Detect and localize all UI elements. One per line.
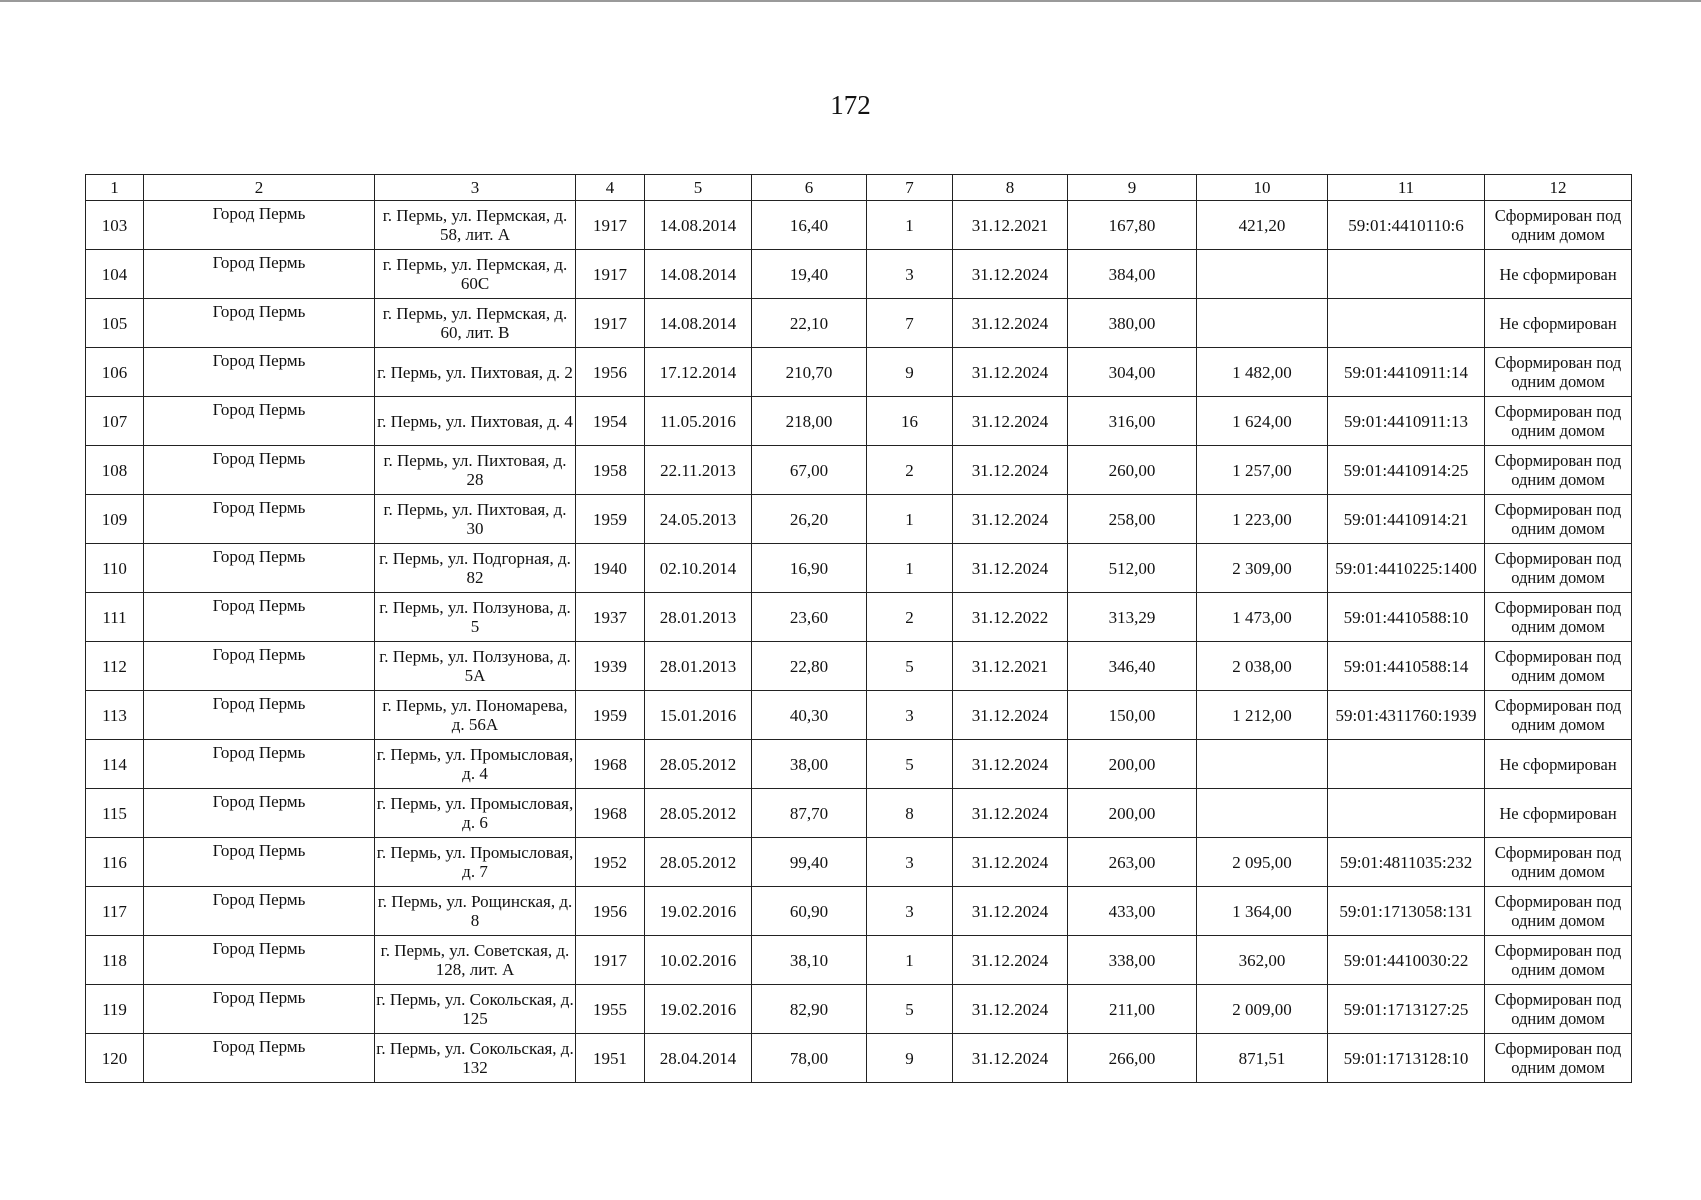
area-cell: 99,40 xyxy=(752,838,867,887)
deadline-cell: 31.12.2024 xyxy=(953,348,1068,397)
deadline-cell: 31.12.2024 xyxy=(953,1034,1068,1083)
deadline-cell: 31.12.2021 xyxy=(953,642,1068,691)
municipality-cell: Город Пермь xyxy=(144,250,375,299)
value-cell: 150,00 xyxy=(1068,691,1197,740)
count-cell: 1 xyxy=(867,936,953,985)
area-cell: 82,90 xyxy=(752,985,867,1034)
municipality-cell: Город Пермь xyxy=(144,985,375,1034)
area-cell: 16,40 xyxy=(752,201,867,250)
date-cell: 14.08.2014 xyxy=(645,299,752,348)
column-header: 6 xyxy=(752,175,867,201)
top-border-line xyxy=(0,0,1701,2)
area-cell: 40,30 xyxy=(752,691,867,740)
table-row xyxy=(86,887,1632,936)
count-cell: 2 xyxy=(867,446,953,495)
cadastral-number-cell: 59:01:4811035:232 xyxy=(1328,838,1485,887)
value-cell: 200,00 xyxy=(1068,740,1197,789)
deadline-cell: 31.12.2022 xyxy=(953,593,1068,642)
table-row xyxy=(86,985,1632,1034)
status-cell: Сформирован под одним домом xyxy=(1485,593,1632,642)
land-area-cell: 1 212,00 xyxy=(1197,691,1328,740)
row-number-cell: 106 xyxy=(86,348,144,397)
municipality-cell: Город Пермь xyxy=(144,397,375,446)
cadastral-number-cell: 59:01:1713127:25 xyxy=(1328,985,1485,1034)
land-area-cell: 2 038,00 xyxy=(1197,642,1328,691)
status-cell: Сформирован под одним домом xyxy=(1485,936,1632,985)
land-area-cell: 421,20 xyxy=(1197,201,1328,250)
cadastral-number-cell: 59:01:1713128:10 xyxy=(1328,1034,1485,1083)
value-cell: 211,00 xyxy=(1068,985,1197,1034)
table-row xyxy=(86,789,1632,838)
address-cell: г. Пермь, ул. Пихтовая, д. 4 xyxy=(375,397,576,446)
count-cell: 1 xyxy=(867,544,953,593)
value-cell: 433,00 xyxy=(1068,887,1197,936)
count-cell: 1 xyxy=(867,201,953,250)
year-cell: 1968 xyxy=(576,789,645,838)
value-cell: 512,00 xyxy=(1068,544,1197,593)
year-cell: 1954 xyxy=(576,397,645,446)
table-row xyxy=(86,348,1632,397)
land-area-cell: 1 257,00 xyxy=(1197,446,1328,495)
deadline-cell: 31.12.2024 xyxy=(953,691,1068,740)
year-cell: 1958 xyxy=(576,446,645,495)
row-number-cell: 114 xyxy=(86,740,144,789)
status-cell: Сформирован под одним домом xyxy=(1485,1034,1632,1083)
status-cell: Сформирован под одним домом xyxy=(1485,838,1632,887)
cadastral-number-cell: 59:01:4410588:10 xyxy=(1328,593,1485,642)
row-number-cell: 115 xyxy=(86,789,144,838)
column-header: 11 xyxy=(1328,175,1485,201)
land-area-cell xyxy=(1197,250,1328,299)
count-cell: 5 xyxy=(867,985,953,1034)
land-area-cell xyxy=(1197,789,1328,838)
date-cell: 24.05.2013 xyxy=(645,495,752,544)
municipality-cell: Город Пермь xyxy=(144,544,375,593)
municipality-cell: Город Пермь xyxy=(144,495,375,544)
year-cell: 1917 xyxy=(576,299,645,348)
area-cell: 78,00 xyxy=(752,1034,867,1083)
value-cell: 167,80 xyxy=(1068,201,1197,250)
address-cell: г. Пермь, ул. Рощинская, д. 8 xyxy=(375,887,576,936)
column-header: 12 xyxy=(1485,175,1632,201)
count-cell: 3 xyxy=(867,838,953,887)
count-cell: 5 xyxy=(867,642,953,691)
address-cell: г. Пермь, ул. Пихтовая, д. 2 xyxy=(375,348,576,397)
status-cell: Сформирован под одним домом xyxy=(1485,887,1632,936)
area-cell: 218,00 xyxy=(752,397,867,446)
count-cell: 8 xyxy=(867,789,953,838)
area-cell: 16,90 xyxy=(752,544,867,593)
status-cell: Не сформирован xyxy=(1485,740,1632,789)
year-cell: 1917 xyxy=(576,936,645,985)
date-cell: 14.08.2014 xyxy=(645,201,752,250)
row-number-cell: 118 xyxy=(86,936,144,985)
value-cell: 338,00 xyxy=(1068,936,1197,985)
count-cell: 9 xyxy=(867,1034,953,1083)
address-cell: г. Пермь, ул. Сокольская, д. 132 xyxy=(375,1034,576,1083)
cadastral-number-cell: 59:01:4410911:13 xyxy=(1328,397,1485,446)
row-number-cell: 119 xyxy=(86,985,144,1034)
status-cell: Сформирован под одним домом xyxy=(1485,397,1632,446)
cadastral-number-cell: 59:01:1713058:131 xyxy=(1328,887,1485,936)
date-cell: 02.10.2014 xyxy=(645,544,752,593)
land-area-cell: 1 473,00 xyxy=(1197,593,1328,642)
deadline-cell: 31.12.2024 xyxy=(953,838,1068,887)
row-number-cell: 116 xyxy=(86,838,144,887)
table-row xyxy=(86,740,1632,789)
land-area-cell: 2 095,00 xyxy=(1197,838,1328,887)
table-row xyxy=(86,299,1632,348)
address-cell: г. Пермь, ул. Сокольская, д. 125 xyxy=(375,985,576,1034)
address-cell: г. Пермь, ул. Ползунова, д. 5 xyxy=(375,593,576,642)
table-row xyxy=(86,544,1632,593)
deadline-cell: 31.12.2024 xyxy=(953,397,1068,446)
deadline-cell: 31.12.2024 xyxy=(953,887,1068,936)
table-row xyxy=(86,250,1632,299)
row-number-cell: 117 xyxy=(86,887,144,936)
area-cell: 26,20 xyxy=(752,495,867,544)
cadastral-number-cell: 59:01:4410914:21 xyxy=(1328,495,1485,544)
value-cell: 263,00 xyxy=(1068,838,1197,887)
row-number-cell: 104 xyxy=(86,250,144,299)
column-header: 5 xyxy=(645,175,752,201)
municipality-cell: Город Пермь xyxy=(144,348,375,397)
status-cell: Не сформирован xyxy=(1485,299,1632,348)
land-area-cell: 2 009,00 xyxy=(1197,985,1328,1034)
column-header: 8 xyxy=(953,175,1068,201)
cadastral-number-cell: 59:01:4410225:1400 xyxy=(1328,544,1485,593)
deadline-cell: 31.12.2024 xyxy=(953,544,1068,593)
date-cell: 15.01.2016 xyxy=(645,691,752,740)
date-cell: 28.05.2012 xyxy=(645,740,752,789)
municipality-cell: Город Пермь xyxy=(144,299,375,348)
housing-registry-table xyxy=(85,174,1632,1083)
address-cell: г. Пермь, ул. Ползунова, д. 5А xyxy=(375,642,576,691)
cadastral-number-cell: 59:01:4410030:22 xyxy=(1328,936,1485,985)
area-cell: 60,90 xyxy=(752,887,867,936)
table-body xyxy=(86,201,1632,1083)
deadline-cell: 31.12.2024 xyxy=(953,985,1068,1034)
year-cell: 1968 xyxy=(576,740,645,789)
column-header: 4 xyxy=(576,175,645,201)
count-cell: 7 xyxy=(867,299,953,348)
count-cell: 3 xyxy=(867,887,953,936)
date-cell: 10.02.2016 xyxy=(645,936,752,985)
status-cell: Не сформирован xyxy=(1485,250,1632,299)
date-cell: 28.04.2014 xyxy=(645,1034,752,1083)
address-cell: г. Пермь, ул. Пономарева, д. 56А xyxy=(375,691,576,740)
column-header: 1 xyxy=(86,175,144,201)
area-cell: 22,80 xyxy=(752,642,867,691)
date-cell: 17.12.2014 xyxy=(645,348,752,397)
land-area-cell xyxy=(1197,740,1328,789)
cadastral-number-cell: 59:01:4410110:6 xyxy=(1328,201,1485,250)
cadastral-number-cell xyxy=(1328,299,1485,348)
count-cell: 2 xyxy=(867,593,953,642)
land-area-cell: 1 223,00 xyxy=(1197,495,1328,544)
area-cell: 22,10 xyxy=(752,299,867,348)
value-cell: 380,00 xyxy=(1068,299,1197,348)
value-cell: 260,00 xyxy=(1068,446,1197,495)
row-number-cell: 107 xyxy=(86,397,144,446)
cadastral-number-cell xyxy=(1328,789,1485,838)
value-cell: 346,40 xyxy=(1068,642,1197,691)
year-cell: 1952 xyxy=(576,838,645,887)
value-cell: 313,29 xyxy=(1068,593,1197,642)
value-cell: 258,00 xyxy=(1068,495,1197,544)
value-cell: 266,00 xyxy=(1068,1034,1197,1083)
table-row xyxy=(86,691,1632,740)
land-area-cell: 1 482,00 xyxy=(1197,348,1328,397)
column-header: 3 xyxy=(375,175,576,201)
address-cell: г. Пермь, ул. Пермская, д. 60, лит. В xyxy=(375,299,576,348)
municipality-cell: Город Пермь xyxy=(144,838,375,887)
municipality-cell: Город Пермь xyxy=(144,740,375,789)
value-cell: 316,00 xyxy=(1068,397,1197,446)
area-cell: 38,00 xyxy=(752,740,867,789)
status-cell: Сформирован под одним домом xyxy=(1485,446,1632,495)
status-cell: Сформирован под одним домом xyxy=(1485,642,1632,691)
column-header: 9 xyxy=(1068,175,1197,201)
cadastral-number-cell: 59:01:4410588:14 xyxy=(1328,642,1485,691)
header-row xyxy=(86,175,1632,201)
deadline-cell: 31.12.2024 xyxy=(953,789,1068,838)
date-cell: 19.02.2016 xyxy=(645,985,752,1034)
municipality-cell: Город Пермь xyxy=(144,446,375,495)
area-cell: 210,70 xyxy=(752,348,867,397)
status-cell: Сформирован под одним домом xyxy=(1485,544,1632,593)
area-cell: 67,00 xyxy=(752,446,867,495)
address-cell: г. Пермь, ул. Промысловая, д. 4 xyxy=(375,740,576,789)
deadline-cell: 31.12.2024 xyxy=(953,446,1068,495)
count-cell: 5 xyxy=(867,740,953,789)
status-cell: Сформирован под одним домом xyxy=(1485,201,1632,250)
area-cell: 87,70 xyxy=(752,789,867,838)
year-cell: 1937 xyxy=(576,593,645,642)
row-number-cell: 120 xyxy=(86,1034,144,1083)
deadline-cell: 31.12.2024 xyxy=(953,936,1068,985)
municipality-cell: Город Пермь xyxy=(144,936,375,985)
table-row xyxy=(86,593,1632,642)
year-cell: 1959 xyxy=(576,495,645,544)
land-area-cell: 1 364,00 xyxy=(1197,887,1328,936)
row-number-cell: 113 xyxy=(86,691,144,740)
row-number-cell: 103 xyxy=(86,201,144,250)
count-cell: 9 xyxy=(867,348,953,397)
row-number-cell: 105 xyxy=(86,299,144,348)
count-cell: 3 xyxy=(867,691,953,740)
status-cell: Сформирован под одним домом xyxy=(1485,985,1632,1034)
date-cell: 14.08.2014 xyxy=(645,250,752,299)
date-cell: 19.02.2016 xyxy=(645,887,752,936)
column-header: 10 xyxy=(1197,175,1328,201)
address-cell: г. Пермь, ул. Подгорная, д. 82 xyxy=(375,544,576,593)
column-header: 7 xyxy=(867,175,953,201)
municipality-cell: Город Пермь xyxy=(144,593,375,642)
address-cell: г. Пермь, ул. Пермская, д. 60С xyxy=(375,250,576,299)
table-row xyxy=(86,1034,1632,1083)
municipality-cell: Город Пермь xyxy=(144,789,375,838)
deadline-cell: 31.12.2024 xyxy=(953,250,1068,299)
land-area-cell: 2 309,00 xyxy=(1197,544,1328,593)
municipality-cell: Город Пермь xyxy=(144,691,375,740)
cadastral-number-cell xyxy=(1328,250,1485,299)
date-cell: 28.01.2013 xyxy=(645,593,752,642)
row-number-cell: 108 xyxy=(86,446,144,495)
page-number: 172 xyxy=(830,90,871,120)
status-cell: Сформирован под одним домом xyxy=(1485,691,1632,740)
table-row xyxy=(86,201,1632,250)
table-row xyxy=(86,495,1632,544)
year-cell: 1917 xyxy=(576,250,645,299)
municipality-cell: Город Пермь xyxy=(144,887,375,936)
value-cell: 304,00 xyxy=(1068,348,1197,397)
year-cell: 1939 xyxy=(576,642,645,691)
area-cell: 19,40 xyxy=(752,250,867,299)
date-cell: 22.11.2013 xyxy=(645,446,752,495)
year-cell: 1959 xyxy=(576,691,645,740)
table-row xyxy=(86,397,1632,446)
cadastral-number-cell xyxy=(1328,740,1485,789)
status-cell: Сформирован под одним домом xyxy=(1485,348,1632,397)
address-cell: г. Пермь, ул. Промысловая, д. 7 xyxy=(375,838,576,887)
value-cell: 200,00 xyxy=(1068,789,1197,838)
row-number-cell: 112 xyxy=(86,642,144,691)
row-number-cell: 111 xyxy=(86,593,144,642)
land-area-cell: 871,51 xyxy=(1197,1034,1328,1083)
municipality-cell: Город Пермь xyxy=(144,1034,375,1083)
count-cell: 3 xyxy=(867,250,953,299)
area-cell: 38,10 xyxy=(752,936,867,985)
year-cell: 1956 xyxy=(576,887,645,936)
table-row xyxy=(86,838,1632,887)
row-number-cell: 110 xyxy=(86,544,144,593)
column-header: 2 xyxy=(144,175,375,201)
row-number-cell: 109 xyxy=(86,495,144,544)
count-cell: 16 xyxy=(867,397,953,446)
year-cell: 1940 xyxy=(576,544,645,593)
table-row xyxy=(86,446,1632,495)
address-cell: г. Пермь, ул. Пермская, д. 58, лит. А xyxy=(375,201,576,250)
date-cell: 28.05.2012 xyxy=(645,838,752,887)
land-area-cell: 362,00 xyxy=(1197,936,1328,985)
cadastral-number-cell: 59:01:4410914:25 xyxy=(1328,446,1485,495)
municipality-cell: Город Пермь xyxy=(144,201,375,250)
table-row xyxy=(86,642,1632,691)
deadline-cell: 31.12.2024 xyxy=(953,299,1068,348)
year-cell: 1955 xyxy=(576,985,645,1034)
land-area-cell xyxy=(1197,299,1328,348)
land-area-cell: 1 624,00 xyxy=(1197,397,1328,446)
date-cell: 28.05.2012 xyxy=(645,789,752,838)
table-row xyxy=(86,936,1632,985)
date-cell: 11.05.2016 xyxy=(645,397,752,446)
year-cell: 1917 xyxy=(576,201,645,250)
status-cell: Не сформирован xyxy=(1485,789,1632,838)
deadline-cell: 31.12.2021 xyxy=(953,201,1068,250)
status-cell: Сформирован под одним домом xyxy=(1485,495,1632,544)
deadline-cell: 31.12.2024 xyxy=(953,740,1068,789)
address-cell: г. Пермь, ул. Промысловая, д. 6 xyxy=(375,789,576,838)
municipality-cell: Город Пермь xyxy=(144,642,375,691)
address-cell: г. Пермь, ул. Советская, д. 128, лит. А xyxy=(375,936,576,985)
cadastral-number-cell: 59:01:4410911:14 xyxy=(1328,348,1485,397)
address-cell: г. Пермь, ул. Пихтовая, д. 30 xyxy=(375,495,576,544)
deadline-cell: 31.12.2024 xyxy=(953,495,1068,544)
year-cell: 1951 xyxy=(576,1034,645,1083)
date-cell: 28.01.2013 xyxy=(645,642,752,691)
area-cell: 23,60 xyxy=(752,593,867,642)
cadastral-number-cell: 59:01:4311760:1939 xyxy=(1328,691,1485,740)
value-cell: 384,00 xyxy=(1068,250,1197,299)
count-cell: 1 xyxy=(867,495,953,544)
address-cell: г. Пермь, ул. Пихтовая, д. 28 xyxy=(375,446,576,495)
year-cell: 1956 xyxy=(576,348,645,397)
